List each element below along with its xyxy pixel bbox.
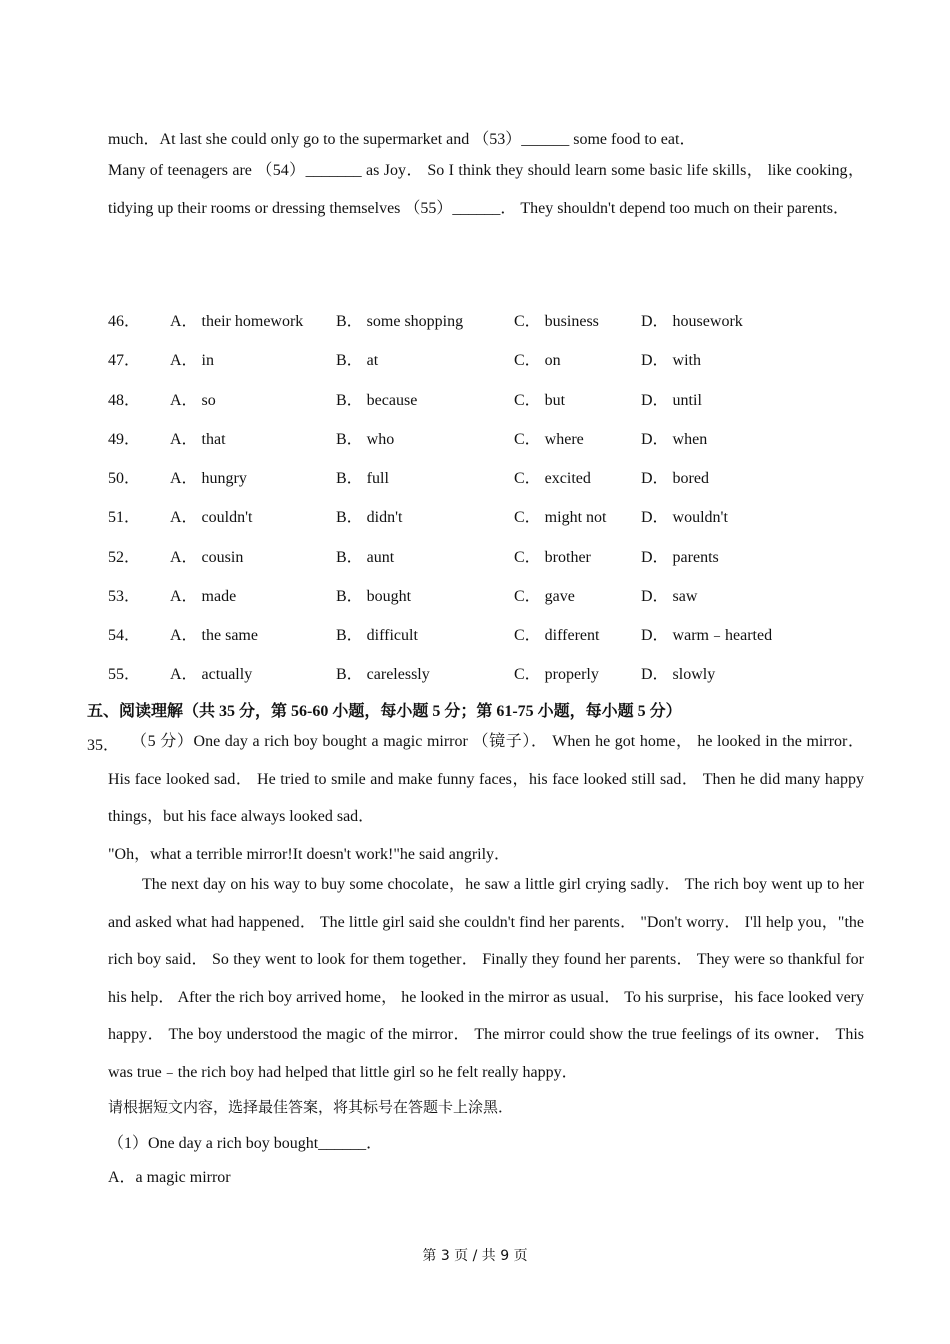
reading-paragraph-1: （5 分）One day a rich boy bought a magic mirror （镜子）． When he got home， he looked in the mirror． His face looked sad． He tried to smile and make funny faces，his face looked still sad． Then he did many happy things，but his face always looked sad． [108, 733, 864, 825]
option-c: C． on [514, 352, 561, 369]
passage-paragraph-54-55: Many of teenagers are （54）_______ as Joy． So I think they should learn some basic life skills， like cooking，tidying up their rooms or dressing themselves （55）______． They shouldn't depend too much on their parents． [108, 162, 864, 217]
option-b: B． who [336, 431, 395, 448]
option-a: A． their homework [170, 313, 304, 330]
option-a: A． couldn't [170, 509, 253, 526]
question-number: 54． [108, 627, 141, 644]
option-b: B． aunt [336, 549, 395, 566]
option-a: A． the same [170, 627, 258, 644]
option-b: B． because [336, 392, 418, 409]
option-b: B． difficult [336, 627, 418, 644]
question-number: 55． [108, 666, 141, 683]
option-d: D． wouldn't [641, 509, 728, 526]
passage-line-53: much．At last she could only go to the supermarket and （53）______ some food to eat． [108, 131, 696, 148]
page-footer: 第 3 页 / 共 9 页 [422, 1248, 528, 1264]
question-1-stem: （1）One day a rich boy bought______． [108, 1135, 383, 1152]
option-c: C． properly [514, 666, 599, 683]
option-d: D． slowly [641, 666, 716, 683]
question-number-35: 35． [87, 737, 120, 754]
question-number: 52． [108, 549, 141, 566]
option-b: B． at [336, 352, 379, 369]
option-c: C． but [514, 392, 566, 409]
option-a: A． made [170, 588, 237, 605]
question-number: 46． [108, 313, 141, 330]
option-b: B． carelessly [336, 666, 430, 683]
reading-instruction: 请根据短文内容，选择最佳答案，将其标号在答题卡上涂黑． [108, 1098, 514, 1116]
option-b: B． didn't [336, 509, 403, 526]
question-number: 51． [108, 509, 141, 526]
option-a: A． actually [170, 666, 253, 683]
option-c: C． brother [514, 549, 591, 566]
option-d: D． saw [641, 588, 698, 605]
question-number: 47． [108, 352, 141, 369]
option-a: A． cousin [170, 549, 244, 566]
option-c: C． gave [514, 588, 575, 605]
option-d: D． with [641, 352, 702, 369]
question-1-option-a: A．a magic mirror [108, 1169, 231, 1186]
option-c: C． different [514, 627, 600, 644]
option-c: C． where [514, 431, 584, 448]
reading-paragraph-2: The next day on his way to buy some chocolate，he saw a little girl crying sadly． The rich boy went up to her and asked what had happened． The little girl said she couldn't find her parents． "Don't worry． I'll help you，"the rich boy said． So they went to look for them together． Finally they found her parents． They were so thankful for his help． After the rich boy arrived home， he looked in the mirror as usual． To his surprise，his face looked very happy． The boy understood the magic of the mirror． The mirror could show the true feelings of its owner． This was true﹣the rich boy had helped that little girl so he felt really happy． [108, 876, 864, 1081]
option-a: A． hungry [170, 470, 247, 487]
option-a: A． that [170, 431, 226, 448]
option-c: C． excited [514, 470, 591, 487]
option-d: D． warm﹣hearted [641, 627, 773, 644]
option-b: B． full [336, 470, 389, 487]
option-d: D． housework [641, 313, 743, 330]
option-d: D． until [641, 392, 702, 409]
question-number: 53． [108, 588, 141, 605]
section-title-reading: 五、阅读理解（共 35 分，第 56-60 小题，每小题 5 分；第 61-75 小题，每小题 5 分） [87, 703, 682, 720]
option-d: D． bored [641, 470, 709, 487]
option-b: B． some shopping [336, 313, 464, 330]
question-number: 49． [108, 431, 141, 448]
reading-quote-line: "Oh，what a terrible mirror!It doesn't work!"he said angrily． [108, 846, 511, 863]
option-a: A． so [170, 392, 216, 409]
option-c: C． business [514, 313, 599, 330]
option-d: D． when [641, 431, 708, 448]
question-number: 50． [108, 470, 141, 487]
option-a: A． in [170, 352, 215, 369]
question-number: 48． [108, 392, 141, 409]
option-d: D． parents [641, 549, 719, 566]
option-b: B． bought [336, 588, 412, 605]
option-c: C． might not [514, 509, 607, 526]
